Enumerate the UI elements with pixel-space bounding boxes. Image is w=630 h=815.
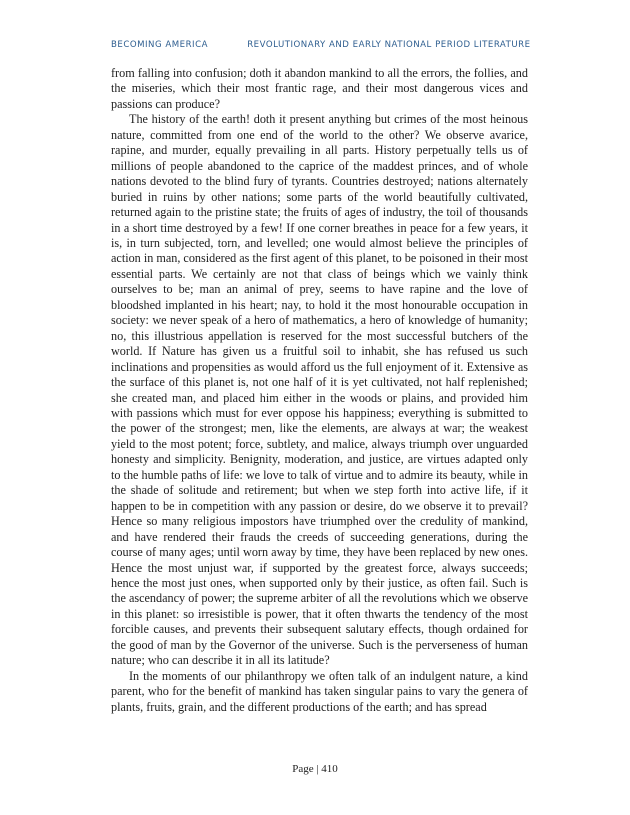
paragraph: In the moments of our philanthropy we often talk of an indulgent nature, a kind parent, who for the benefit of mankind has taken singular pains to vary the genera of plants, fruits, grain, and the different productions of the earth; and has spread <box>111 668 528 714</box>
paragraph: The history of the earth! doth it present anything but crimes of the most heinous nature, committed from one end of the world to the other? We observe avarice, rapine, and murder, equally prevailing in all parts. History perpetually tells us of millions of people abandoned to the caprice of the maddest princes, and of whole nations devoted to the blind fury of tyrants. Countries destroyed; nations alternately buried in ruins by other nations; some parts of the world beautifully cultivated, returned again to the pristine state; the fruits of ages of industry, the toil of thousands in a short time destroyed by a few! If one corner breathes in peace for a few years, it is, in turn subjected, torn, and levelled; one would almost believe the principles of action in man, considered as the first agent of this planet, to be poisoned in their most essential parts. We certainly are not that class of beings which we vainly think ourselves to be; man an animal of prey, seems to have rapine and the love of bloodshed implanted in his heart; nay, to hold it the most honourable occupation in society: we never speak of a hero of mathematics, a hero of knowledge of humanity; no, this illustrious appellation is reserved for the most successful butchers of the world. If Nature has given us a fruitful soil to inhabit, she has refused us such inclinations and propensities as would afford us the full enjoyment of it. Extensive as the surface of this planet is, not one half of it is yet cultivated, not half replenished; she created man, and placed him either in the woods or plains, and provided him with passions which must for ever oppose his happiness; everything is submitted to the power of the strongest; men, like the elements, are always at war; the weakest yield to the most potent; force, subtlety, and malice, always triumph over unguarded honesty and simplicity. Benignity, moderation, and justice, are virtues adapted only to the humble paths of life: we love to talk of virtue and to admire its beauty, while in the shade of solitude and retirement; but when we step forth into active life, if it happen to be in competition with any passion or desire, do we observe it to prevail? Hence so many religious impostors have triumphed over the credulity of mankind, and have rendered their frauds the creeds of succeeding generations, during the course of many ages; until worn away by time, they have been replaced by new ones. Hence the most unjust war, if supported by the greatest force, always succeeds; hence the most just ones, when supported only by their justice, as often fail. Such is the ascendancy of power; the supreme arbiter of all the revolutions which we observe in this planet: so irresistible is power, that it often thwarts the tendency of the most forcible causes, and prevents their subsequent salutary effects, though ordained for the good of man by the Governor of the universe. Such is the perverseness of human nature; who can describe it in all its latitude? <box>111 112 528 668</box>
header-book-title: BECOMING AMERICA <box>111 40 208 50</box>
page-number: Page | 410 <box>292 763 338 775</box>
header-section-title: REVOLUTIONARY AND EARLY NATIONAL PERIOD LITERATURE <box>247 40 531 50</box>
body-text <box>111 66 528 715</box>
running-header <box>111 40 531 50</box>
paragraph-continued: from falling into confusion; doth it abandon mankind to all the errors, the follies, and the miseries, which their most frantic rage, and their most dangerous vices and passions can produce? <box>111 66 528 111</box>
